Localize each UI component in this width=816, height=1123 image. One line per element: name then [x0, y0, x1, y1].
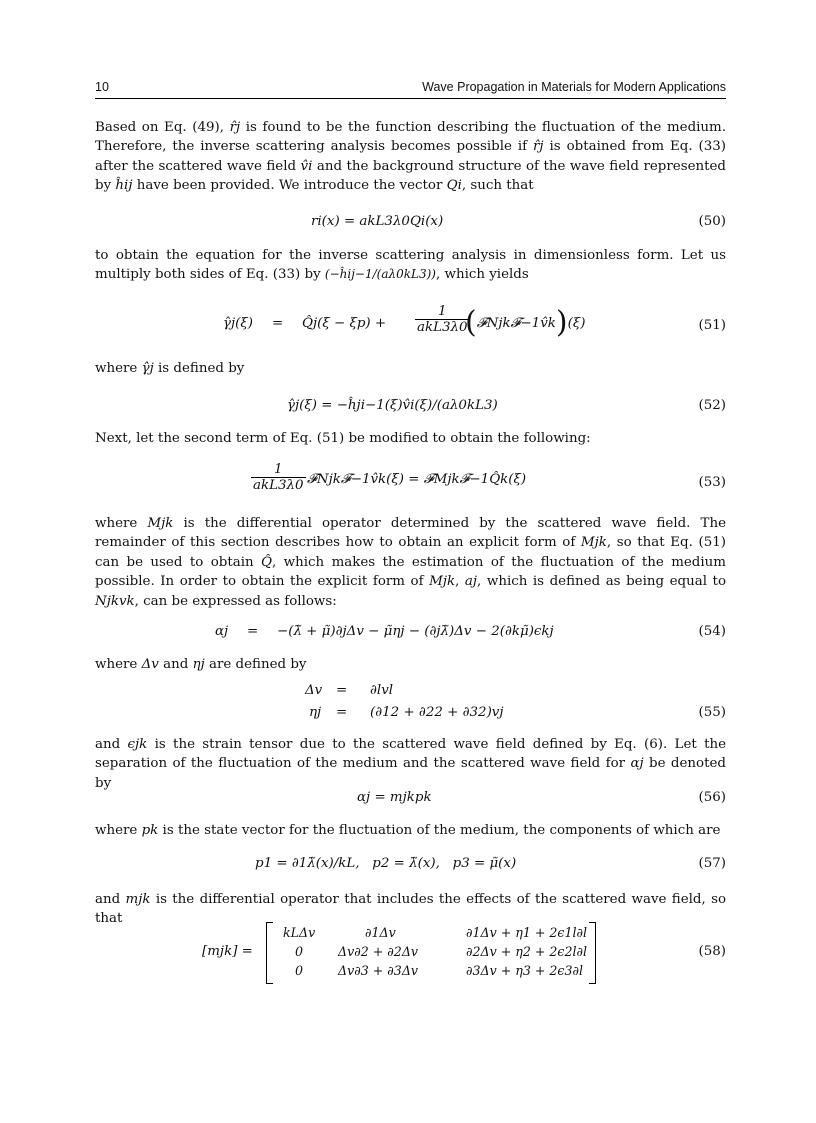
- equation-number: (51): [698, 318, 726, 333]
- equation-52: γ̂j(ξ) = −ĥji−1(ξ)v̂i(ξ)/(aλ0kL3) (52): [287, 398, 726, 413]
- equation-number: (53): [698, 475, 726, 490]
- equation-number: (58): [698, 944, 726, 959]
- matrix-cell: ∂2Δv + η2 + 2ϵ2l∂l: [466, 944, 588, 959]
- left-bracket: [266, 922, 273, 984]
- equation-number: (50): [698, 214, 726, 229]
- matrix-cell: Δv∂3 + ∂3Δv: [338, 963, 419, 978]
- paragraph-5: where Mjk is the differential operator determined by the scattered wave field. The remainder of this section describes how to obtain an explicit form of Mjk, so that Eq. (51) can be used to obtain Q̂, which makes the estimation of the fluctuation of the medium possible. In order to obtain the explicit form of Mjk, aj, which is defined as being equal to Njkvk, can be expressed as follows:: [95, 516, 726, 609]
- equation-number: (54): [698, 624, 726, 639]
- paragraph-8: where pk is the state vector for the fluctuation of the medium, the components of which are: [95, 823, 721, 838]
- matrix-cell: 0: [295, 944, 304, 959]
- matrix-cell: 0: [295, 963, 304, 978]
- right-bracket: [589, 922, 596, 984]
- header-rule: [95, 98, 726, 99]
- equation-51: γ̂j(ξ) = Q̂j(ξ − ξp) + $\frac{1}{\text{akL3λ0}}$ (𝓕Njk𝓕−1v̂k)(ξ) (51): [223, 304, 726, 340]
- paragraph-4: Next, let the second term of Eq. (51) be modified to obtain the following:: [95, 431, 591, 446]
- equation-53: $\frac{1}{\text{akL3λ0}}$ 𝓕Njk𝓕−1v̂k(ξ) = 𝓕Mjk𝓕−1Q̂k(ξ) (53): [253, 462, 726, 493]
- paragraph-7: and ϵjk is the strain tensor due to the scattered wave field defined by Eq. (6). Let the separation of the fluctuation of the medium and the scattered wave field for αj be denoted by: [95, 737, 726, 791]
- paragraph-3: where γ̂j is defined by: [95, 361, 245, 376]
- equation-number: (52): [698, 398, 726, 413]
- paragraph-9: and mjk is the differential operator that includes the effects of the scattered wave field, so that: [95, 892, 727, 927]
- equation-58: [mjk] = (58): [202, 944, 726, 959]
- matrix-cell: ∂1Δv + η1 + 2ϵ1l∂l: [466, 925, 588, 940]
- page-number: 10: [95, 80, 109, 94]
- paragraph-6: where Δv and ηj are defined by: [95, 657, 307, 672]
- equation-56: αj = mjkpk (56): [357, 790, 726, 805]
- equation-number: (55): [698, 705, 726, 720]
- equation-54: αj = −(λ̃ + μ̃)∂jΔv − μ̃ηj − (∂jλ̃)Δv − 2(∂kμ̃)ϵkj (54): [215, 624, 726, 639]
- equation-50: ri(x) = akL3λ0Qi(x) (50): [311, 214, 726, 229]
- equation-number: (57): [698, 856, 726, 871]
- matrix-cell: kLΔv: [283, 925, 316, 940]
- equation-number: (56): [698, 790, 726, 805]
- matrix-cell: Δv∂2 + ∂2Δv: [338, 944, 419, 959]
- paragraph-1: Based on Eq. (49), r̂j is found to be the function describing the fluctuation of the medium. Therefore, the inverse scattering analysis becomes possible if r̂j is obtained from Eq. (33) after the scattered wave field v̂i and the background structure of the wave field represented by ĥij have been provided. We introduce the vector Qi, such that: [95, 120, 727, 194]
- equation-55: Δv = ∂lvl ηj = (∂12 + ∂22 + ∂32)vj (55): [305, 683, 726, 720]
- matrix-cell: ∂3Δv + η3 + 2ϵ3∂l: [466, 963, 584, 978]
- running-header: [95, 80, 726, 98]
- matrix-mjk: [266, 922, 596, 984]
- equation-57: p1 = ∂1λ̃(x)/kL, p2 = λ̃(x), p3 = μ̃(x) (57): [255, 856, 726, 871]
- matrix-cell: ∂1Δv: [365, 925, 396, 940]
- running-title: Wave Propagation in Materials for Modern Applications: [422, 80, 726, 94]
- paragraph-2: to obtain the equation for the inverse scattering analysis in dimensionless form. Let us multiply both sides of Eq. (33) by (−ĥij−1/(aλ0kL3)), which yields: [95, 248, 726, 283]
